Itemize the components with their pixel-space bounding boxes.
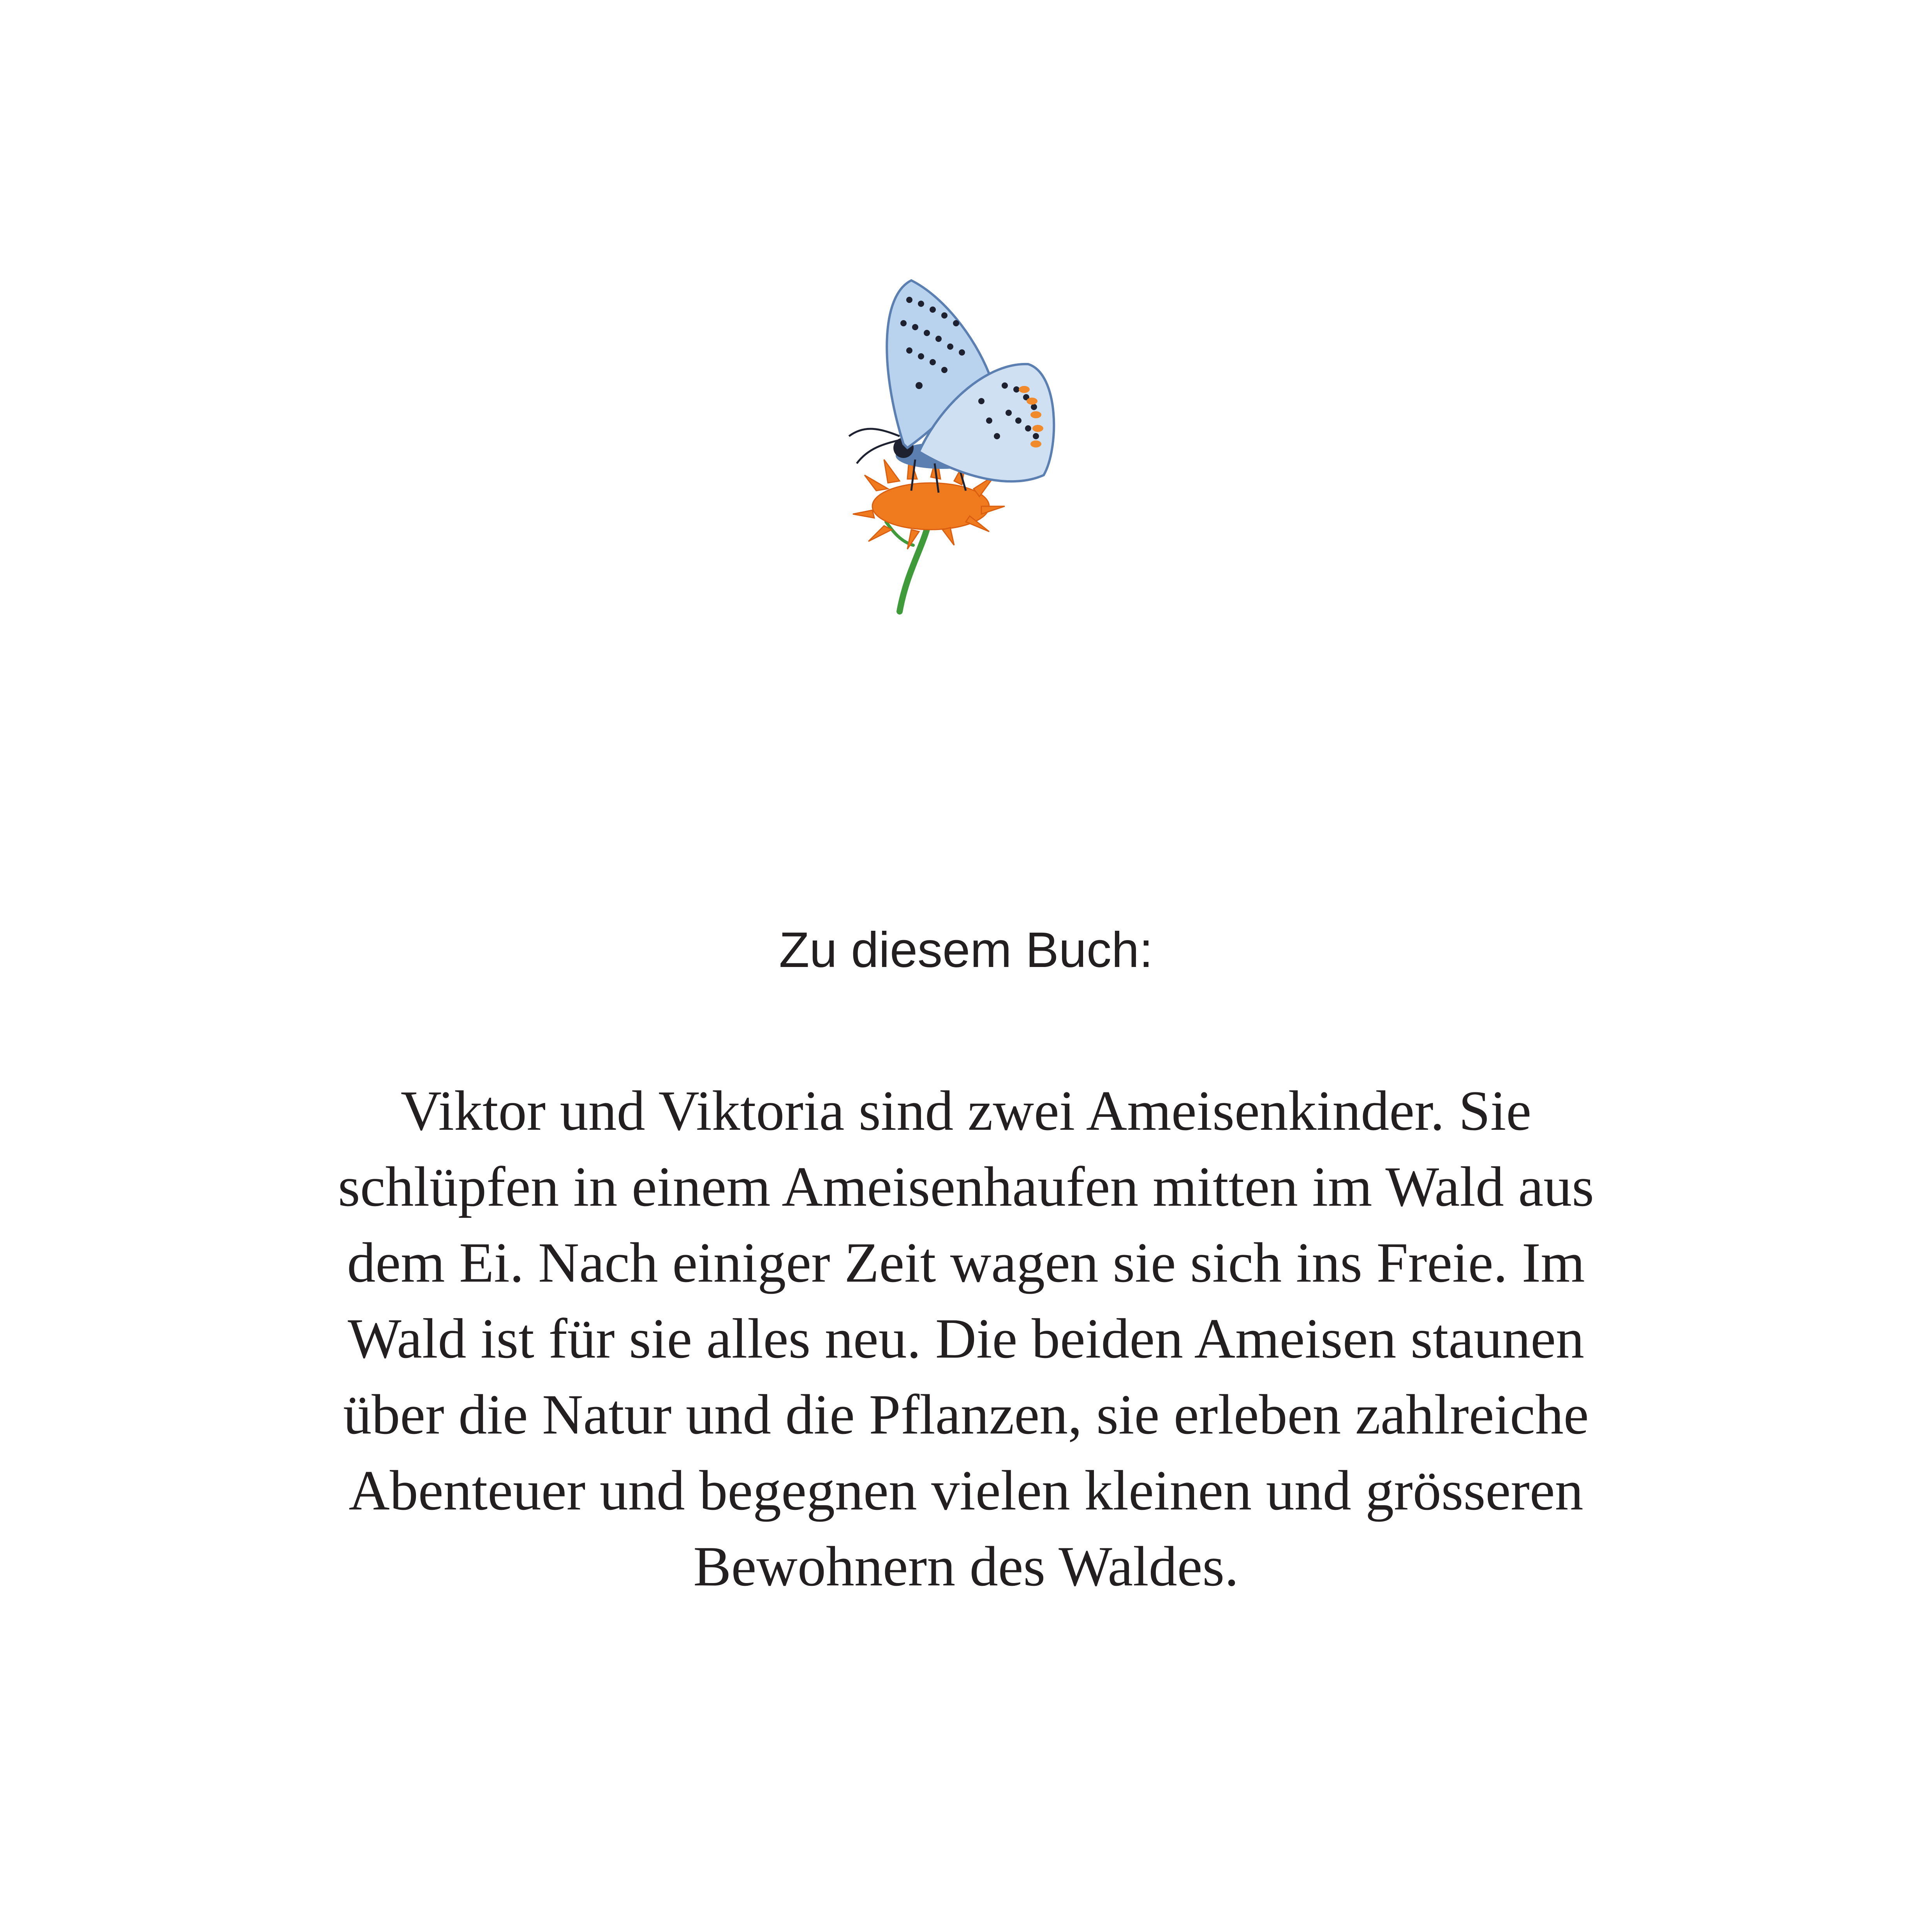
description-line: Viktor und Viktoria sind zwei Ameisenkinder. Sie xyxy=(400,1079,1532,1142)
description-line: schlüpfen in einem Ameisenhaufen mitten im Wald aus xyxy=(338,1155,1594,1218)
book-description xyxy=(296,1073,1636,1604)
page-title: Zu diesem Buch: xyxy=(779,922,1153,978)
description-line: Wald ist für sie alles neu. Die beiden Ameisen staunen xyxy=(347,1307,1585,1370)
description-line: über die Natur und die Pflanzen, sie erleben zahlreiche xyxy=(343,1383,1589,1446)
description-line: dem Ei. Nach einiger Zeit wagen sie sich ins Freie. Im xyxy=(347,1231,1585,1294)
butterfly-on-flower-icon xyxy=(841,273,1083,623)
description-line: Bewohnern des Waldes. xyxy=(693,1535,1239,1598)
description-line: Abenteuer und begegnen vielen kleinen und grösseren xyxy=(349,1459,1583,1522)
